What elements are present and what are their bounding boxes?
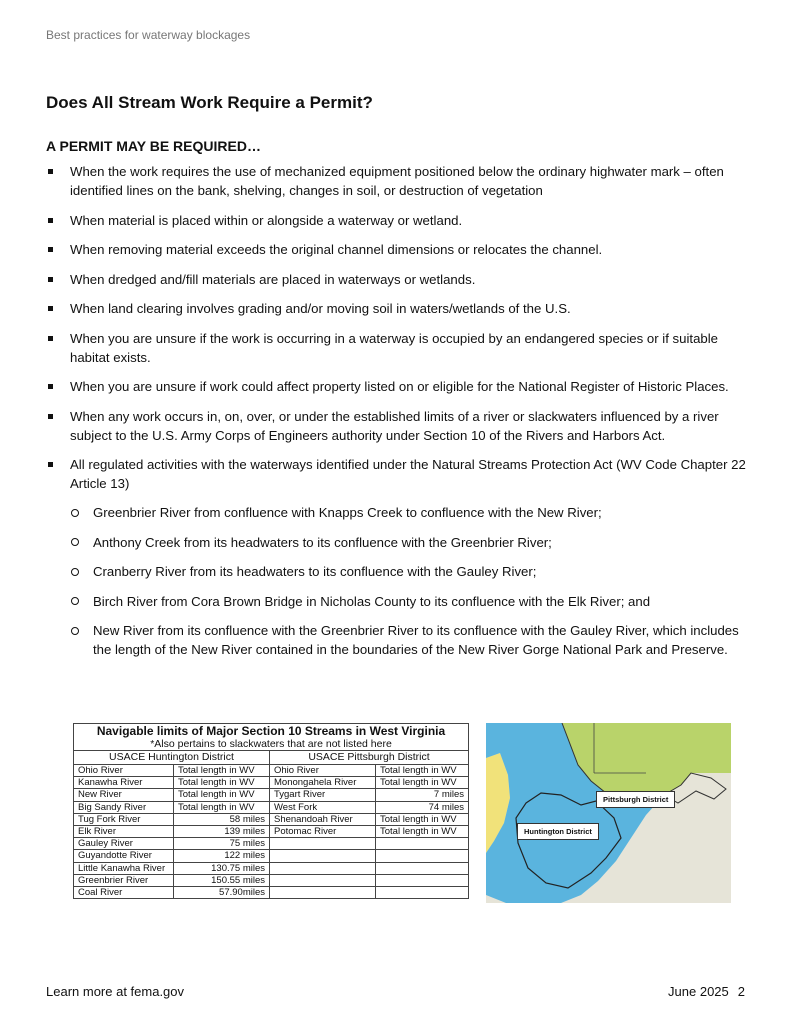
huntington-river-cell: Gauley River: [74, 838, 174, 850]
criteria-list: [46, 162, 748, 659]
huntington-river-cell: Big Sandy River: [74, 801, 174, 813]
criteria-item-text: All regulated activities with the waterways identified under the Natural Streams Protection Act (WV Code Chapter 22 Article 13): [70, 457, 746, 491]
table-row: [74, 838, 469, 850]
pittsburgh-river-cell: [270, 838, 376, 850]
protected-stream-item: Anthony Creek from its headwaters to its confluence with the Greenbrier River;: [70, 533, 748, 552]
district-map: [486, 723, 731, 903]
huntington-length-cell: 58 miles: [174, 813, 270, 825]
page-title: Does All Stream Work Require a Permit?: [46, 93, 373, 112]
criteria-item: When the work requires the use of mechanized equipment positioned below the ordinary highwater mark – often identified lines on the bank, shelving, changes in soil, or destruction of vegetation: [46, 162, 748, 200]
huntington-river-cell: Greenbrier River: [74, 874, 174, 886]
running-header: Best practices for waterway blockages: [46, 28, 251, 42]
huntington-length-cell: 122 miles: [174, 850, 270, 862]
page-number: 2: [737, 984, 745, 999]
pittsburgh-river-cell: [270, 886, 376, 898]
huntington-river-cell: Kanawha River: [74, 777, 174, 789]
protected-stream-item: Birch River from Cora Brown Bridge in Nicholas County to its confluence with the Elk River; and: [70, 592, 748, 611]
huntington-river-cell: Ohio River: [74, 765, 174, 777]
navigable-limits-table: [73, 723, 469, 899]
pittsburgh-river-cell: [270, 850, 376, 862]
criteria-item: When you are unsure if the work is occurring in a waterway is occupied by an endangered species or if suitable habitat exists.: [46, 329, 748, 367]
huntington-river-cell: Tug Fork River: [74, 813, 174, 825]
huntington-river-cell: Little Kanawha River: [74, 862, 174, 874]
pittsburgh-length-cell: [376, 874, 469, 886]
pittsburgh-river-cell: Monongahela River: [270, 777, 376, 789]
table-title: Navigable limits of Major Section 10 Streams in West Virginia: [74, 724, 469, 739]
pittsburgh-district-label: Pittsburgh District: [596, 791, 675, 808]
huntington-length-cell: 139 miles: [174, 825, 270, 837]
criteria-item: When removing material exceeds the original channel dimensions or relocates the channel.: [46, 240, 748, 259]
footer-date-page: [668, 984, 745, 999]
huntington-length-cell: 130.75 miles: [174, 862, 270, 874]
huntington-length-cell: Total length in WV: [174, 801, 270, 813]
pittsburgh-length-cell: Total length in WV: [376, 777, 469, 789]
huntington-river-cell: Elk River: [74, 825, 174, 837]
permit-criteria: [46, 162, 748, 670]
pittsburgh-length-cell: Total length in WV: [376, 825, 469, 837]
huntington-length-cell: Total length in WV: [174, 789, 270, 801]
footer-date: June 2025: [668, 984, 729, 999]
pittsburgh-length-cell: [376, 850, 469, 862]
pittsburgh-river-cell: Ohio River: [270, 765, 376, 777]
pittsburgh-length-cell: Total length in WV: [376, 813, 469, 825]
pittsburgh-length-cell: 7 miles: [376, 789, 469, 801]
huntington-district-label: Huntington District: [517, 823, 599, 840]
protected-streams-list: [70, 503, 748, 659]
district-map-graphic: [486, 723, 731, 903]
huntington-length-cell: 57.90miles: [174, 886, 270, 898]
huntington-district-header: USACE Huntington District: [74, 751, 270, 765]
huntington-river-cell: Guyandotte River: [74, 850, 174, 862]
criteria-item: When you are unsure if work could affect property listed on or eligible for the National Register of Historic Places.: [46, 377, 748, 396]
table-row: [74, 813, 469, 825]
pittsburgh-river-cell: Potomac River: [270, 825, 376, 837]
criteria-item-natural-streams: [46, 455, 748, 659]
protected-stream-item: New River from its confluence with the Greenbrier River to its confluence with the Gauley River, which includes the length of the New River contained in the boundaries of the New River Gorge National Park and Preserve.: [70, 621, 748, 659]
pittsburgh-length-cell: [376, 886, 469, 898]
footer-link-text: Learn more at fema.gov: [46, 984, 185, 999]
pittsburgh-length-cell: [376, 862, 469, 874]
section-subheading: A PERMIT MAY BE REQUIRED…: [46, 138, 261, 154]
table-row: [74, 825, 469, 837]
table-row: [74, 886, 469, 898]
huntington-length-cell: 150.55 miles: [174, 874, 270, 886]
protected-stream-item: Greenbrier River from confluence with Knapps Creek to confluence with the New River;: [70, 503, 748, 522]
table-row: [74, 777, 469, 789]
table-row: [74, 874, 469, 886]
pittsburgh-river-cell: Shenandoah River: [270, 813, 376, 825]
huntington-length-cell: Total length in WV: [174, 777, 270, 789]
huntington-river-cell: New River: [74, 789, 174, 801]
huntington-length-cell: Total length in WV: [174, 765, 270, 777]
pittsburgh-district-header: USACE Pittsburgh District: [270, 751, 469, 765]
table-row: [74, 801, 469, 813]
pittsburgh-length-cell: [376, 838, 469, 850]
huntington-length-cell: 75 miles: [174, 838, 270, 850]
criteria-item: When land clearing involves grading and/or moving soil in waters/wetlands of the U.S.: [46, 299, 748, 318]
criteria-item: When material is placed within or alongside a waterway or wetland.: [46, 211, 748, 230]
table-row: [74, 765, 469, 777]
pittsburgh-river-cell: Tygart River: [270, 789, 376, 801]
table-row: [74, 789, 469, 801]
criteria-item: When dredged and/fill materials are placed in waterways or wetlands.: [46, 270, 748, 289]
pittsburgh-river-cell: [270, 874, 376, 886]
huntington-river-cell: Coal River: [74, 886, 174, 898]
pittsburgh-river-cell: [270, 862, 376, 874]
pittsburgh-length-cell: Total length in WV: [376, 765, 469, 777]
table-row: [74, 850, 469, 862]
criteria-item: When any work occurs in, on, over, or under the established limits of a river or slackwaters influenced by a river subject to the U.S. Army Corps of Engineers authority under Section 10 of the Rivers and Harbors Act.: [46, 407, 748, 445]
pittsburgh-river-cell: West Fork: [270, 801, 376, 813]
table-note: *Also pertains to slackwaters that are not listed here: [74, 738, 469, 751]
pittsburgh-length-cell: 74 miles: [376, 801, 469, 813]
protected-stream-item: Cranberry River from its headwaters to its confluence with the Gauley River;: [70, 562, 748, 581]
table-row: [74, 862, 469, 874]
